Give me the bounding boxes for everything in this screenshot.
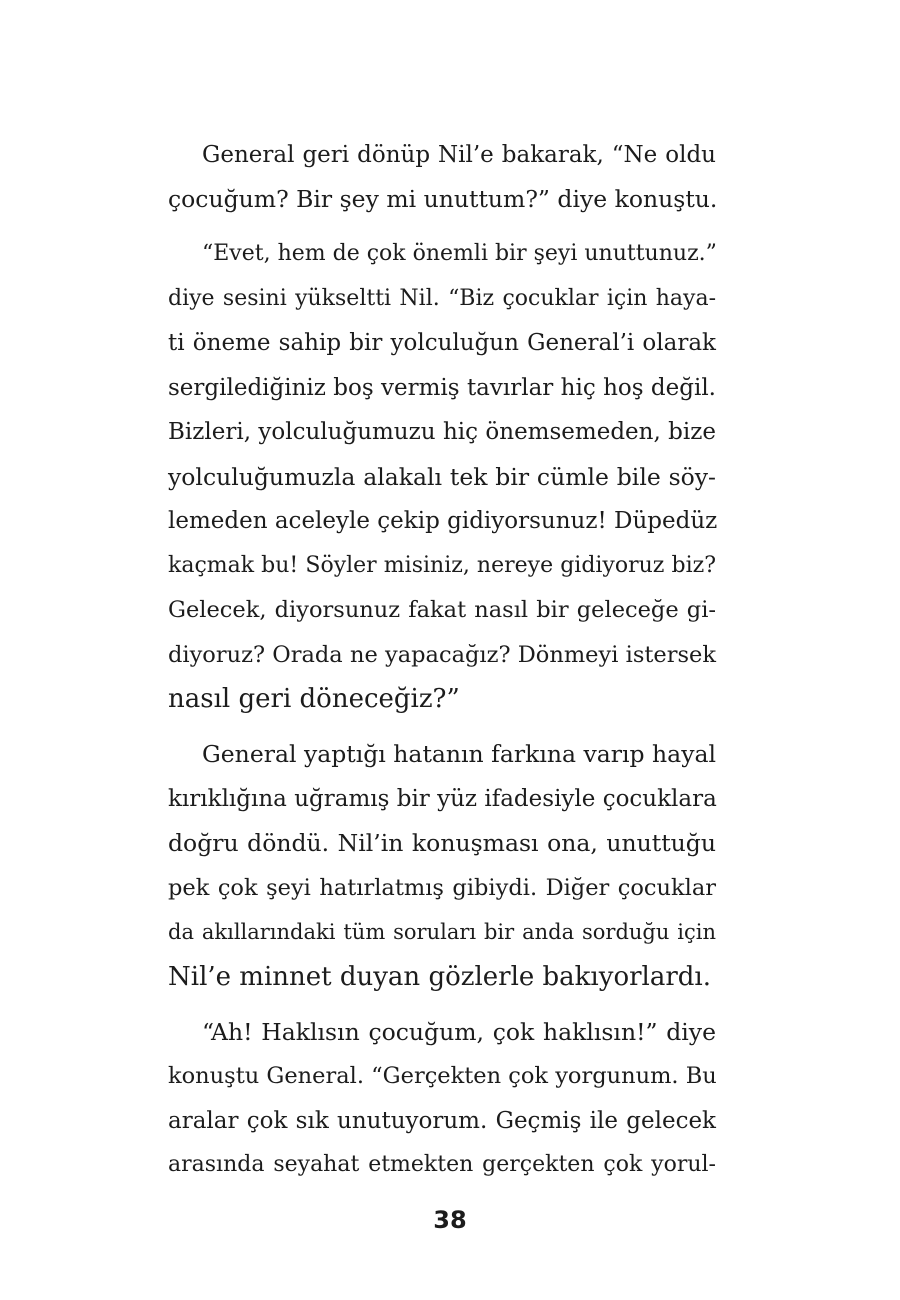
- text-line: aralar çok sık unutuyorum. Geçmiş ile gelecek: [168, 1108, 716, 1134]
- text-line: “Ah! Haklısın çocuğum, çok haklısın!” diye: [202, 1018, 716, 1046]
- text-line: yolculuğumuzla alakalı tek bir cümle bile söy-: [168, 463, 716, 491]
- text-line: diyoruz? Orada ne yapacağız? Dönmeyi istersek: [168, 642, 716, 668]
- page-number: 38: [433, 1206, 467, 1234]
- text-line: Nil’e minnet duyan gözlerle bakıyorlardı.: [168, 962, 711, 992]
- text-line: diye sesini yükseltti Nil. “Biz çocuklar için haya-: [168, 286, 716, 311]
- text-line: doğru döndü. Nil’in konuşması ona, unuttuğu: [168, 829, 716, 857]
- text-line: kaçmak bu! Söyler misiniz, nereye gidiyoruz biz?: [168, 553, 716, 578]
- text-line: arasında seyahat etmekten gerçekten çok yorul-: [168, 1152, 716, 1177]
- text-line: pek çok şeyi hatırlatmış gibiydi. Diğer çocuklar: [168, 875, 716, 901]
- text-line: kırıklığına uğramış bir yüz ifadesiyle çocuklara: [168, 786, 717, 812]
- text-line: da akıllarındaki tüm soruları bir anda sorduğu için: [168, 920, 716, 944]
- text-line: nasıl geri döneceğiz?”: [168, 684, 460, 714]
- text-line: sergilediğiniz boş vermiş tavırlar hiç hoş değil.: [168, 375, 716, 401]
- text-line: Bizleri, yolculuğumuzu hiç önemsemeden, bize: [168, 419, 716, 445]
- text-line: “Evet, hem de çok önemli bir şeyi unuttunuz.”: [202, 241, 717, 266]
- text-line: lemeden aceleyle çekip gidiyorsunuz! Düpedüz: [168, 508, 718, 534]
- text-line: konuştu General. “Gerçekten çok yorgunum. Bu: [168, 1063, 717, 1089]
- text-line: Gelecek, diyorsunuz fakat nasıl bir geleceğe gi-: [168, 597, 716, 623]
- text-line: General geri dönüp Nil’e bakarak, “Ne oldu: [202, 142, 716, 168]
- text-line: ti öneme sahip bir yolculuğun General’i olarak: [168, 330, 716, 356]
- text-line: çocuğum? Bir şey mi unuttum?” diye konuştu.: [168, 185, 718, 213]
- text-line: General yaptığı hatanın farkına varıp hayal: [202, 740, 716, 768]
